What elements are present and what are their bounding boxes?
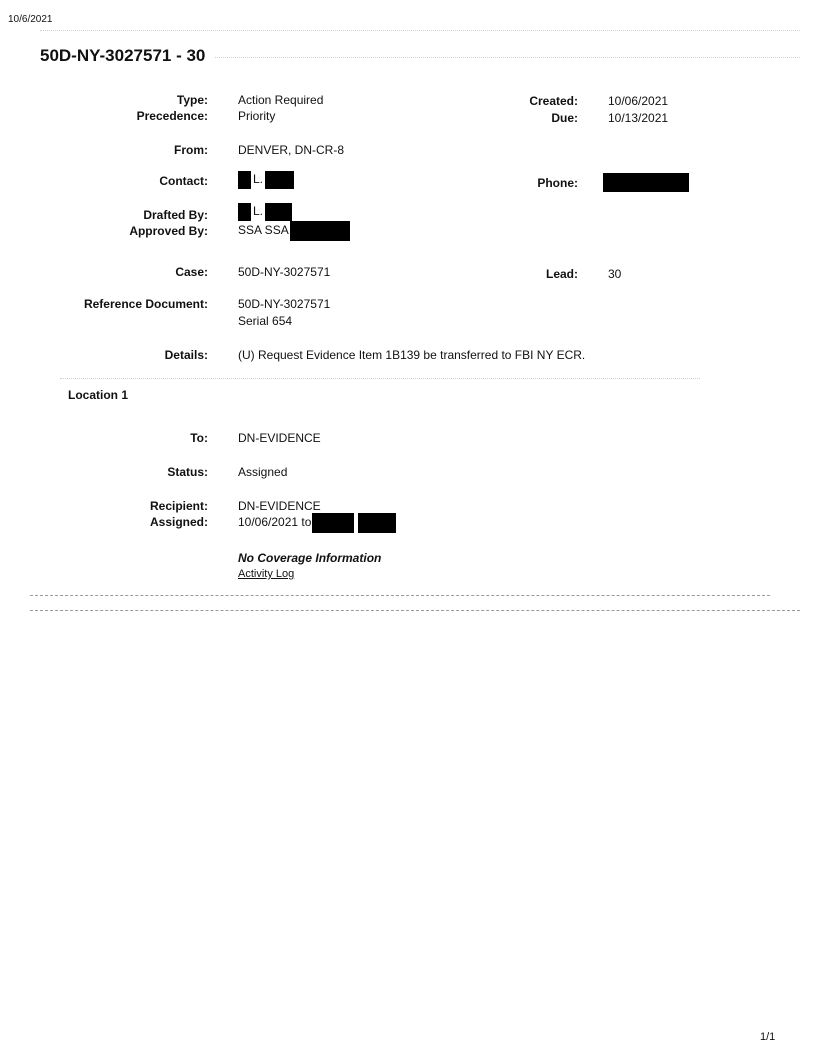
recipient-label: Recipient:: [149, 499, 208, 513]
type-label: Type:: [176, 93, 208, 107]
created-value: 10/06/2021: [608, 94, 669, 108]
phone-label: Phone:: [537, 176, 578, 190]
redaction-block: [238, 203, 251, 221]
approved-by-value: [238, 221, 350, 241]
precedence-label: Precedence:: [136, 109, 208, 123]
reference-document-line2: Serial 654: [238, 314, 293, 328]
print-date: 10/6/2021: [8, 14, 53, 25]
contact-label: Contact:: [159, 174, 208, 188]
coverage-info: No Coverage Information: [238, 551, 382, 565]
page-title: 50D-NY-3027571 - 30: [40, 46, 206, 65]
reference-document-line1: 50D-NY-3027571: [238, 297, 331, 311]
contact-value: [238, 171, 294, 189]
assigned-value: [238, 513, 396, 533]
lead-value: 30: [608, 267, 622, 281]
case-value: 50D-NY-3027571: [238, 265, 331, 279]
redaction-block: [265, 171, 294, 189]
to-value: DN-EVIDENCE: [238, 431, 321, 445]
reference-document-label: Reference Document:: [83, 297, 208, 311]
assigned-label: Assigned:: [149, 515, 208, 529]
due-label: Due:: [551, 111, 578, 125]
due-value: 10/13/2021: [608, 111, 669, 125]
redaction-block: [238, 171, 251, 189]
assigned-fragment: 10/06/2021 to: [238, 515, 312, 530]
lead-label: Lead:: [545, 267, 578, 281]
footer-rule: [30, 595, 770, 596]
drafted-by-label: Drafted By:: [143, 208, 208, 222]
redaction-block: [312, 513, 354, 533]
section-rule: [60, 378, 700, 379]
page-number: 1/1: [760, 1031, 776, 1043]
from-label: From:: [174, 143, 208, 157]
drafted-fragment: L.: [253, 204, 264, 219]
precedence-value: Priority: [238, 109, 276, 123]
redaction-block: [358, 513, 396, 533]
phone-redaction: [603, 173, 689, 192]
redaction-block: [290, 221, 350, 241]
details-label: Details:: [164, 348, 208, 362]
location-heading: Location 1: [68, 388, 129, 402]
status-value: Assigned: [238, 465, 288, 479]
footer-rule: [30, 610, 800, 611]
approved-fragment: SSA SSA: [238, 223, 289, 238]
type-value: Action Required: [238, 93, 324, 107]
recipient-value: DN-EVIDENCE: [238, 499, 321, 513]
to-label: To:: [190, 431, 208, 445]
case-label: Case:: [175, 265, 208, 279]
status-label: Status:: [167, 465, 208, 479]
activity-log-link[interactable]: Activity Log: [238, 568, 295, 580]
from-value: DENVER, DN-CR-8: [238, 143, 345, 157]
details-value: (U) Request Evidence Item 1B139 be transferred to FBI NY ECR.: [238, 348, 586, 362]
approved-by-label: Approved By:: [129, 224, 208, 238]
created-label: Created:: [529, 94, 578, 108]
title-rule: [215, 57, 800, 58]
contact-fragment: L.: [253, 172, 264, 187]
redaction-block: [265, 203, 292, 221]
drafted-by-value: [238, 203, 292, 221]
scan-noise-line: [40, 30, 800, 31]
